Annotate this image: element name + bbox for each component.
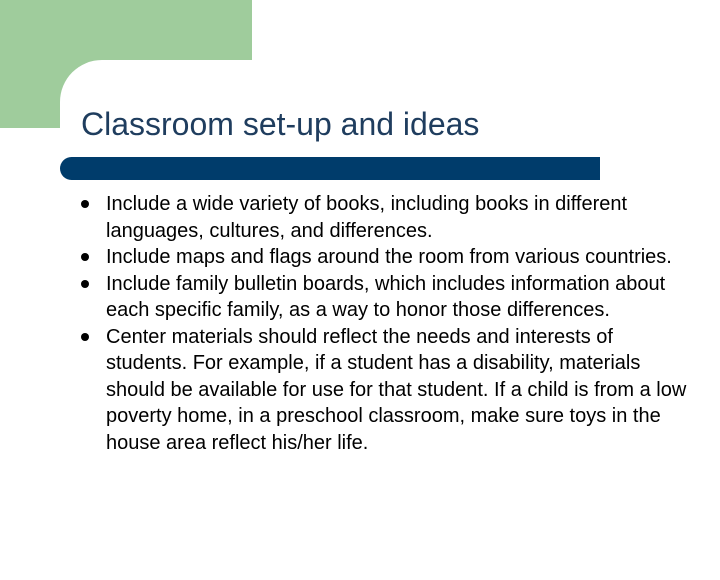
- slide-title: Classroom set-up and ideas: [81, 106, 480, 142]
- bullet-text: Center materials should reflect the needs and interests of students. For example, if a student has a disability, materials should be available for use for that student. If a child is from a low poverty home, in a preschool classroom, make sure toys in the house area reflect his/her life.: [106, 325, 687, 454]
- bullet-item-maps: [78, 244, 698, 271]
- bullet-text: Include maps and flags around the room from various countries.: [106, 246, 672, 268]
- bullet-item-bulletin-boards: [78, 271, 698, 324]
- title-underline-bar: [60, 157, 600, 180]
- bullet-dot-icon: [81, 280, 89, 288]
- bullet-text: Include a wide variety of books, including books in different languages, cultures, and differences.: [106, 193, 628, 242]
- bullet-dot-icon: [81, 253, 89, 261]
- bullet-item-center-materials: [78, 324, 698, 457]
- bullet-text: Include family bulletin boards, which includes information about each specific family, as a way to honor those differences.: [106, 272, 666, 321]
- bullet-dot-icon: [81, 333, 89, 341]
- bullet-list: [78, 191, 698, 456]
- bullet-item-books: [78, 191, 698, 244]
- bullet-dot-icon: [81, 200, 89, 208]
